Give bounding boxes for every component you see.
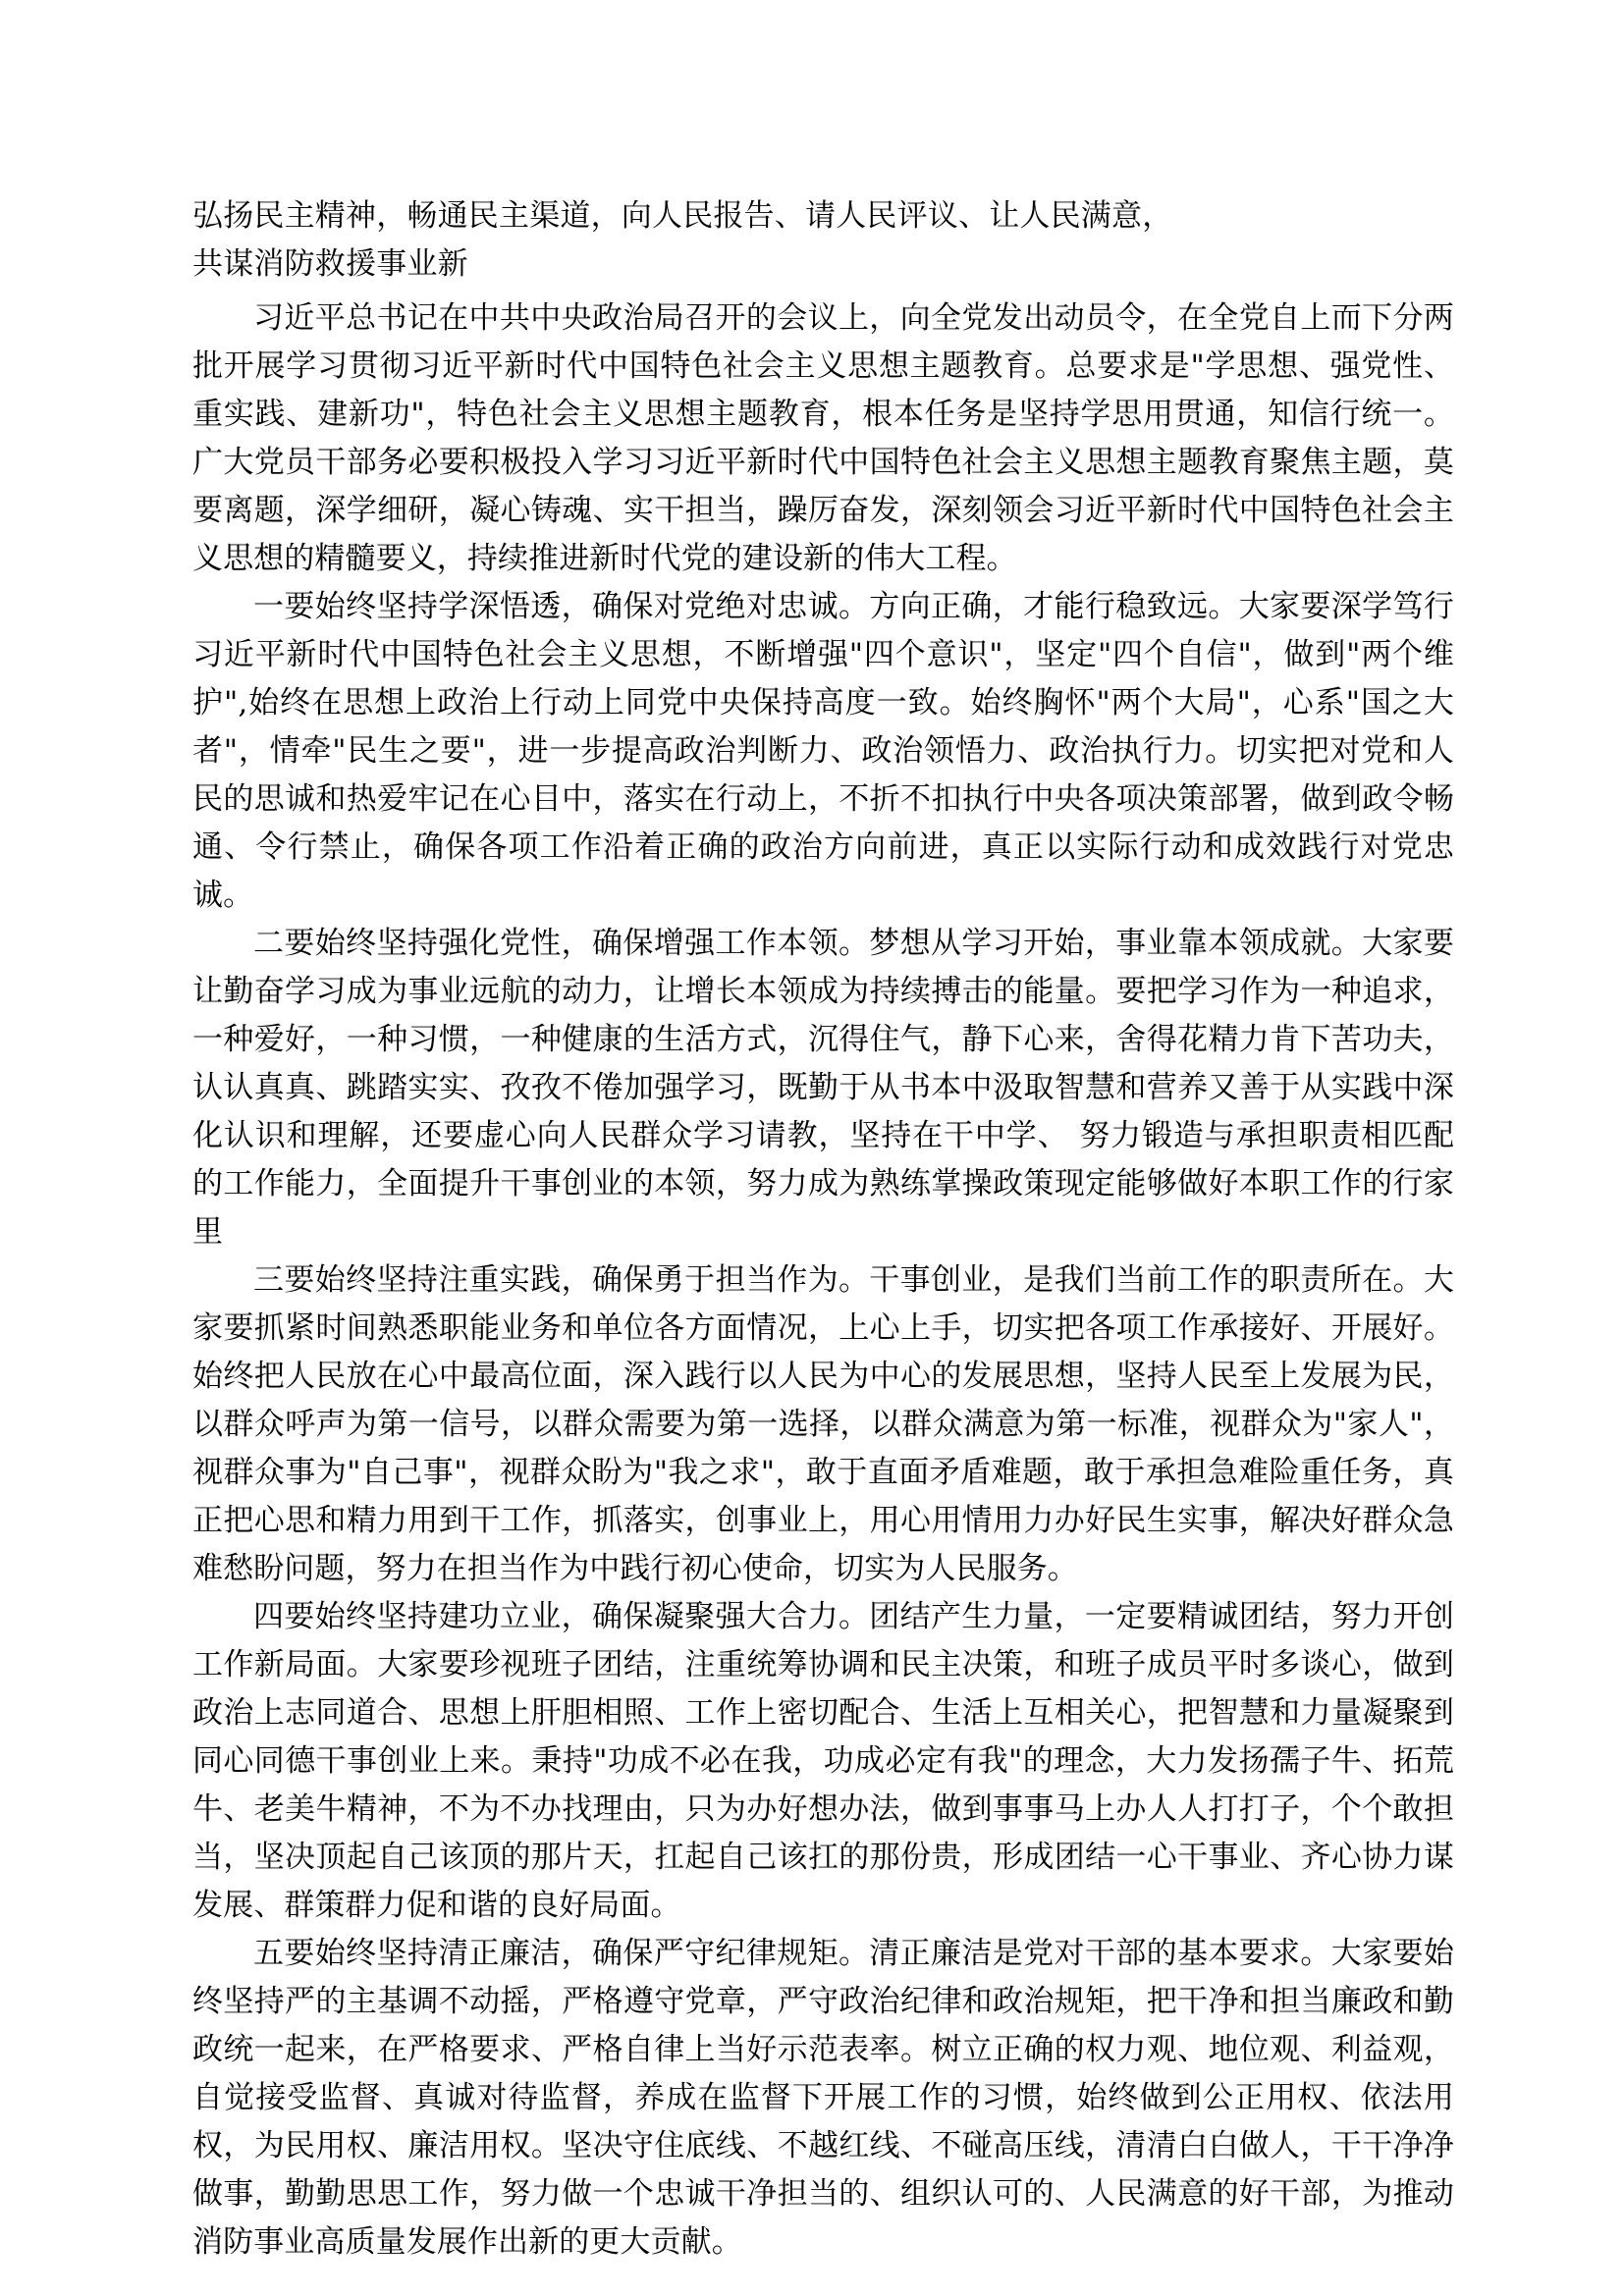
- document-title: [192, 192, 1454, 289]
- paragraph-point-two: 二要始终坚持强化党性，确保增强工作本领。梦想从学习开始，事业靠本领成就。大家要让勤奋学习成为事业远航的动力，让增长本领成为持续搏击的能量。要把学习作为一种追求，一种爱好，一种习惯，一种健康的生活方式，沉得住气，静下心来，舍得花精力肯下苦功夫，认认真真、跳踏实实、孜孜不倦加强学习，既勤于从书本中汲取智慧和营养又善于从实践中深化认识和理解，还要虚心向人民群众学习请教，坚持在干中学、 努力锻造与承担职责相匹配的工作能力，全面提升干事创业的本领，努力成为熟练掌操政策现定能够做好本职工作的行家里: [192, 926, 1454, 1250]
- paragraph-point-one: 一要始终坚持学深悟透，确保对党绝对忠诚。方向正确，才能行稳致远。大家要深学笃行习近平新时代中国特色社会主义思想，不断增强"四个意识"，坚定"四个自信"，做到"两个维护",始终在思想上政治上行动上同党中央保持高度一致。始终胸怀"两个大局"，心系"国之大者"，情牵"民生之要"，进一步提高政治判断力、政治领悟力、政治执行力。切实把对党和人民的思诚和热爱牢记在心目中，落实在行动上，不折不扣执行中央各项决策部署，做到政令畅通、令行禁止，确保各项工作沿着正确的政治方向前进，真正以实际行动和成效践行对党忠诚。: [192, 589, 1454, 913]
- title-line-2: 共谋消防救援事业新: [192, 246, 468, 282]
- title-line-1: 弘扬民主精神，畅通民主渠道，向人民报告、请人民评议、让人民满意，: [192, 198, 1173, 234]
- document-body: [192, 192, 1454, 2267]
- paragraph-point-three: 三要始终坚持注重实践，确保勇于担当作为。干事创业，是我们当前工作的职责所在。大家要抓紧时间熟悉职能业务和单位各方面情况，上心上手，切实把各项工作承接好、开展好。始终把人民放在心中最高位面，深入践行以人民为中心的发展思想，坚持人民至上发展为民，以群众呼声为第一信号，以群众需要为第一选择，以群众满意为第一标准，视群众为"家人"，视群众事为"自己事"，视群众盼为"我之求"，敢于直面矛盾难题，敢于承担急难险重任务，真正把心思和精力用到干工作，抓落实，创事业上，用心用情用力办好民生实事，解决好群众急难愁盼问题，努力在担当作为中践行初心使命，切实为人民服务。: [192, 1262, 1454, 1586]
- paragraph-point-four: 四要始终坚持建功立业，确保凝聚强大合力。团结产生力量，一定要精诚团结，努力开创工作新局面。大家要珍视班子团结，注重统筹协调和民主决策，和班子成员平时多谈心，做到政治上志同道合、思想上肝胆相照、工作上密切配合、生活上互相关心，把智慧和力量凝聚到同心同德干事创业上来。秉持"功成不必在我，功成必定有我"的理念，大力发扬孺子牛、拓荒牛、老美牛精神，不为不办找理由，只为办好想办法，做到事事马上办人人打打子，个个敢担当，坚决顶起自己该顶的那片天，扛起自己该扛的那份贵，形成团结一心干事业、齐心协力谋发展、群策群力促和谐的良好局面。: [192, 1599, 1454, 1923]
- paragraph-point-five: 五要始终坚持清正廉洁，确保严守纪律规矩。清正廉洁是党对干部的基本要求。大家要始终坚持严的主基调不动摇，严格遵守党章，严守政治纪律和政治规矩，把干净和担当廉政和勤政统一起来，在严格要求、严格自律上当好示范表率。树立正确的权力观、地位观、利益观，自觉接受监督、真诚对待监督，养成在监督下开展工作的习惯，始终做到公正用权、依法用权，为民用权、廉洁用权。坚决守住底线、不越红线、不碰高压线，清清白白做人，干干净净做事，勤勤思思工作，努力做一个忠诚干净担当的、组织认可的、人民满意的好干部，为推动消防事业高质量发展作出新的更大贡献。: [192, 1936, 1454, 2260]
- paragraph-intro: 习近平总书记在中共中央政治局召开的会议上，向全党发出动员令，在全党自上而下分两批开展学习贯彻习近平新时代中国特色社会主义思想主题教育。总要求是"学思想、强党性、重实践、建新功"，特色社会主义思想主题教育，根本任务是坚持学思用贯通，知信行统一。广大党员干部务必要积极投入学习习近平新时代中国特色社会主义思想主题教育聚焦主题，莫要离题，深学细研，凝心铸魂、实干担当，躁厉奋发，深刻领会习近平新时代中国特色社会主义思想的精髓要义，持续推进新时代党的建设新的伟大工程。: [192, 300, 1454, 576]
